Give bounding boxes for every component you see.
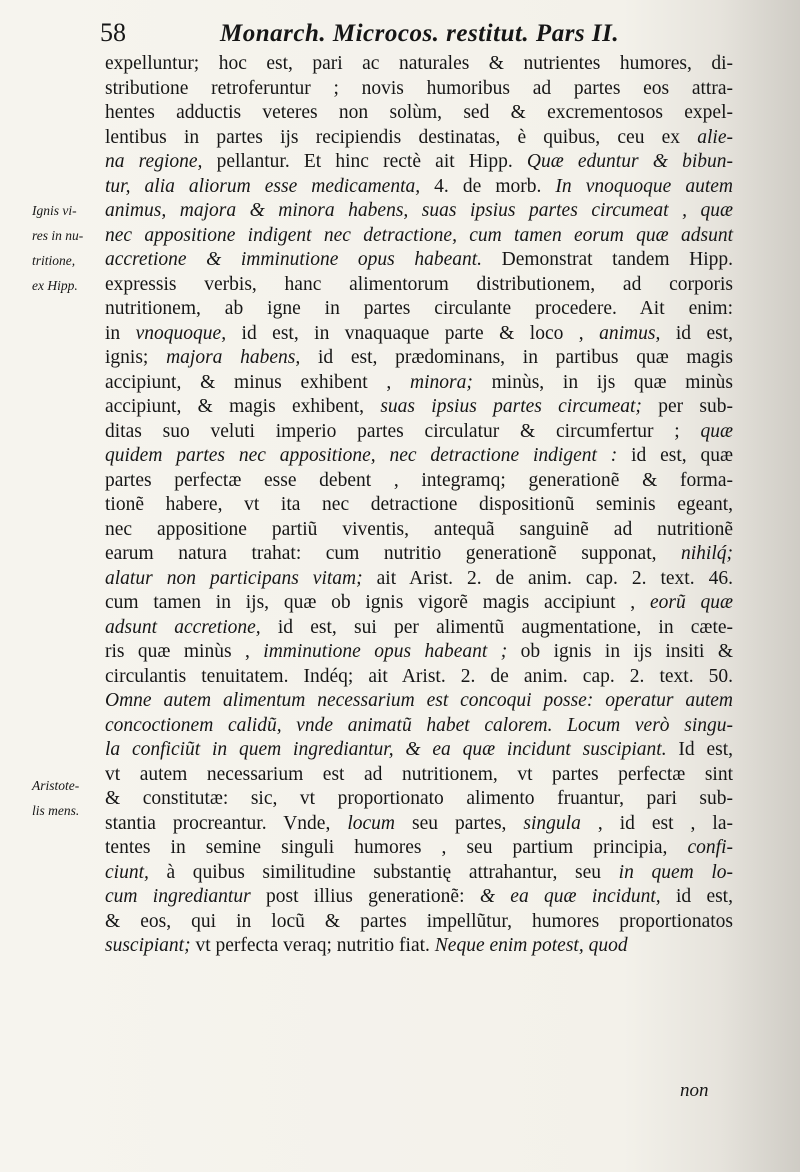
italic-text: nihilq́; [681, 543, 733, 564]
roman-text: id est, sui per alimentũ augmentatione, in cæte- [260, 616, 734, 638]
italic-text: eorũ quæ [649, 592, 734, 613]
roman-text: accipiunt, & minus exhibent , [105, 371, 411, 393]
text-line [105, 738, 733, 763]
roman-text: vt perfecta veraq; nutritio fiat. [190, 935, 435, 956]
roman-text: expressis verbis, hanc alimentorum distributionem, ad corporis [105, 273, 733, 295]
roman-text: tionẽ habere, vt ita nec detractione dispositionũ seminis egeant, [105, 494, 733, 515]
text-line [105, 861, 733, 886]
italic-text: majora habens, [166, 347, 301, 368]
italic-text: Omne autem alimentum necessarium est concoqui posse: operatur autem [105, 690, 733, 711]
italic-text: minora; [410, 371, 473, 393]
italic-text: animus, [599, 322, 661, 344]
roman-text: à quibus similitudine substantię attrahantur, seu [148, 861, 619, 883]
roman-text: ait Arist. 2. de anim. cap. 2. text. 46. [362, 567, 733, 589]
italic-text: locum [347, 812, 395, 834]
roman-text: ris quæ minùs , [105, 641, 264, 662]
italic-text: tur, alia aliorum esse medicamenta, [105, 175, 421, 197]
roman-text: earum natura trahat: cum nutritio generationẽ supponat, [105, 543, 681, 564]
roman-text: nutritionem, ab igne in partes circulante procedere. Ait enim: [105, 298, 733, 319]
text-line [105, 640, 733, 665]
text-line [105, 224, 733, 249]
text-line [105, 591, 733, 616]
text-line [105, 934, 733, 959]
italic-text: nec appositione indigent nec detractione, cum tamen eorum quæ adsunt [105, 224, 733, 246]
roman-text: pellantur. Et hinc rectè ait Hipp. [202, 151, 527, 172]
italic-text: ciunt, [105, 861, 149, 883]
text-line [105, 420, 733, 445]
margin-note-line: tritione, [32, 253, 76, 268]
margin-note-line: Aristote- [32, 778, 80, 793]
text-line [105, 346, 733, 371]
roman-text: ditas suo veluti imperio partes circulatur & circumfertur ; [105, 420, 701, 442]
italic-text: imminutione opus habeant ; [263, 641, 508, 662]
italic-text: & ea quæ incidunt, [479, 886, 661, 907]
text-line [105, 787, 733, 812]
italic-text: suas ipsius partes circumeat; [380, 396, 642, 417]
roman-text: Id est, [666, 739, 734, 760]
italic-text: adsunt accretione, [105, 616, 261, 638]
margin-note-aristotelis [32, 773, 104, 823]
italic-text: singula [523, 812, 581, 834]
text-line [105, 150, 733, 175]
running-title: Monarch. Microcos. restitut. Pars II. [220, 20, 620, 47]
text-line [105, 714, 733, 739]
roman-text: id est, [660, 886, 733, 907]
text-line [105, 322, 733, 347]
roman-text: tentes in semine singuli humores , seu partium principia, [105, 837, 688, 858]
italic-text: quæ [700, 420, 733, 442]
text-line [105, 910, 733, 935]
roman-text: id est, in vnaquaque parte & loco , [226, 322, 600, 344]
text-line [105, 273, 733, 298]
margin-note-ignis [32, 198, 104, 298]
roman-text: , id est , la- [580, 812, 733, 834]
roman-text: id est, quæ [617, 445, 734, 466]
roman-text: Demonstrat tandem Hipp. [482, 249, 734, 270]
text-line [105, 248, 733, 273]
text-line [105, 469, 733, 494]
text-line [105, 493, 733, 518]
italic-text: quidem partes nec appositione, nec detractione indigent : [105, 445, 618, 466]
text-line [105, 101, 733, 126]
roman-text: hentes adductis veteres non solùm, sed & excrementosos expel- [105, 102, 733, 123]
roman-text: minùs, in ijs quæ minùs [472, 371, 733, 393]
italic-text: in quem lo- [618, 861, 733, 883]
italic-text: alie- [697, 126, 733, 148]
text-line [105, 175, 733, 200]
roman-text: 4. de morb. [420, 175, 556, 197]
roman-text: post illius generationẽ: [250, 886, 480, 907]
italic-text: animus, majora & minora habens, suas ipsius partes circumeat , quæ [105, 200, 733, 221]
margin-note-line: ex Hipp. [32, 278, 78, 293]
italic-text: cum ingrediantur [105, 886, 251, 907]
roman-text: id est, [660, 322, 733, 344]
text-line [105, 126, 733, 151]
text-line [105, 77, 733, 102]
text-line [105, 52, 733, 77]
roman-text: per sub- [641, 396, 733, 417]
margin-note-line: lis mens. [32, 803, 80, 818]
text-line [105, 297, 733, 322]
text-line [105, 199, 733, 224]
text-line [105, 518, 733, 543]
roman-text: vt autem necessarium est ad nutritionem, vt partes perfectæ sint [105, 763, 733, 785]
margin-note-line: Ignis vi- [32, 203, 77, 218]
italic-text: vnoquoque, [135, 322, 227, 344]
margin-note-line: res in nu- [32, 228, 84, 243]
text-line [105, 395, 733, 420]
text-line [105, 567, 733, 592]
text-line [105, 885, 733, 910]
italic-text: na regione, [105, 151, 203, 172]
roman-text: ignis; [105, 347, 167, 368]
text-line [105, 836, 733, 861]
page-header [100, 14, 740, 50]
roman-text: in [105, 322, 136, 344]
roman-text: lentibus in partes ijs recipiendis destinatas, è quibus, ceu ex [105, 126, 698, 148]
text-line [105, 616, 733, 641]
italic-text: Quæ eduntur & bibun- [526, 151, 733, 172]
text-line [105, 665, 733, 690]
roman-text: expelluntur; hoc est, pari ac naturales & nutrientes humores, di- [105, 53, 733, 74]
body-text [105, 52, 733, 959]
italic-text: la conficiũt in quem ingrediantur, & ea quæ incidunt suscipiant. [105, 739, 667, 760]
text-line [105, 689, 733, 714]
text-line [105, 371, 733, 396]
italic-text: confi- [687, 837, 733, 858]
italic-text: alatur non participans vitam; [105, 567, 363, 589]
roman-text: seu partes, [394, 812, 524, 834]
roman-text: id est, prædominans, in partibus quæ magis [300, 347, 734, 368]
roman-text: & eos, qui in locũ & partes impellũtur, humores proportionatos [105, 910, 733, 932]
text-line [105, 812, 733, 837]
page-number: 58 [100, 18, 126, 47]
italic-text: accretione & imminutione opus habeant. [105, 249, 483, 270]
roman-text: partes perfectæ esse debent , integramq; generationẽ & forma- [105, 469, 733, 491]
text-line [105, 763, 733, 788]
roman-text: ob ignis in ijs insiti & [507, 641, 733, 662]
italic-text: Neque enim potest, quod [434, 935, 628, 956]
roman-text: stantia procreantur. Vnde, [105, 812, 348, 834]
text-line [105, 542, 733, 567]
roman-text: accipiunt, & magis exhibent, [105, 396, 381, 417]
roman-text: stributione retroferuntur ; novis humoribus ad partes eos attra- [105, 77, 733, 99]
italic-text: concoctionem calidũ, vnde animatũ habet calorem. Locum verò singu- [105, 714, 733, 736]
italic-text: suscipiant; [105, 935, 191, 956]
catchword: non [680, 1080, 709, 1101]
italic-text: In vnoquoque autem [555, 175, 733, 197]
roman-text: nec appositione partiũ viventis, antequã sanguinẽ ad nutritionẽ [105, 518, 733, 540]
text-line [105, 444, 733, 469]
roman-text: circulantis tenuitatem. Indéq; ait Arist. 2. de anim. cap. 2. text. 50. [105, 665, 733, 687]
roman-text: cum tamen in ijs, quæ ob ignis vigorẽ magis accipiunt , [105, 592, 650, 613]
roman-text: & constitutæ: sic, vt proportionato alimento fruantur, pari sub- [105, 788, 733, 809]
